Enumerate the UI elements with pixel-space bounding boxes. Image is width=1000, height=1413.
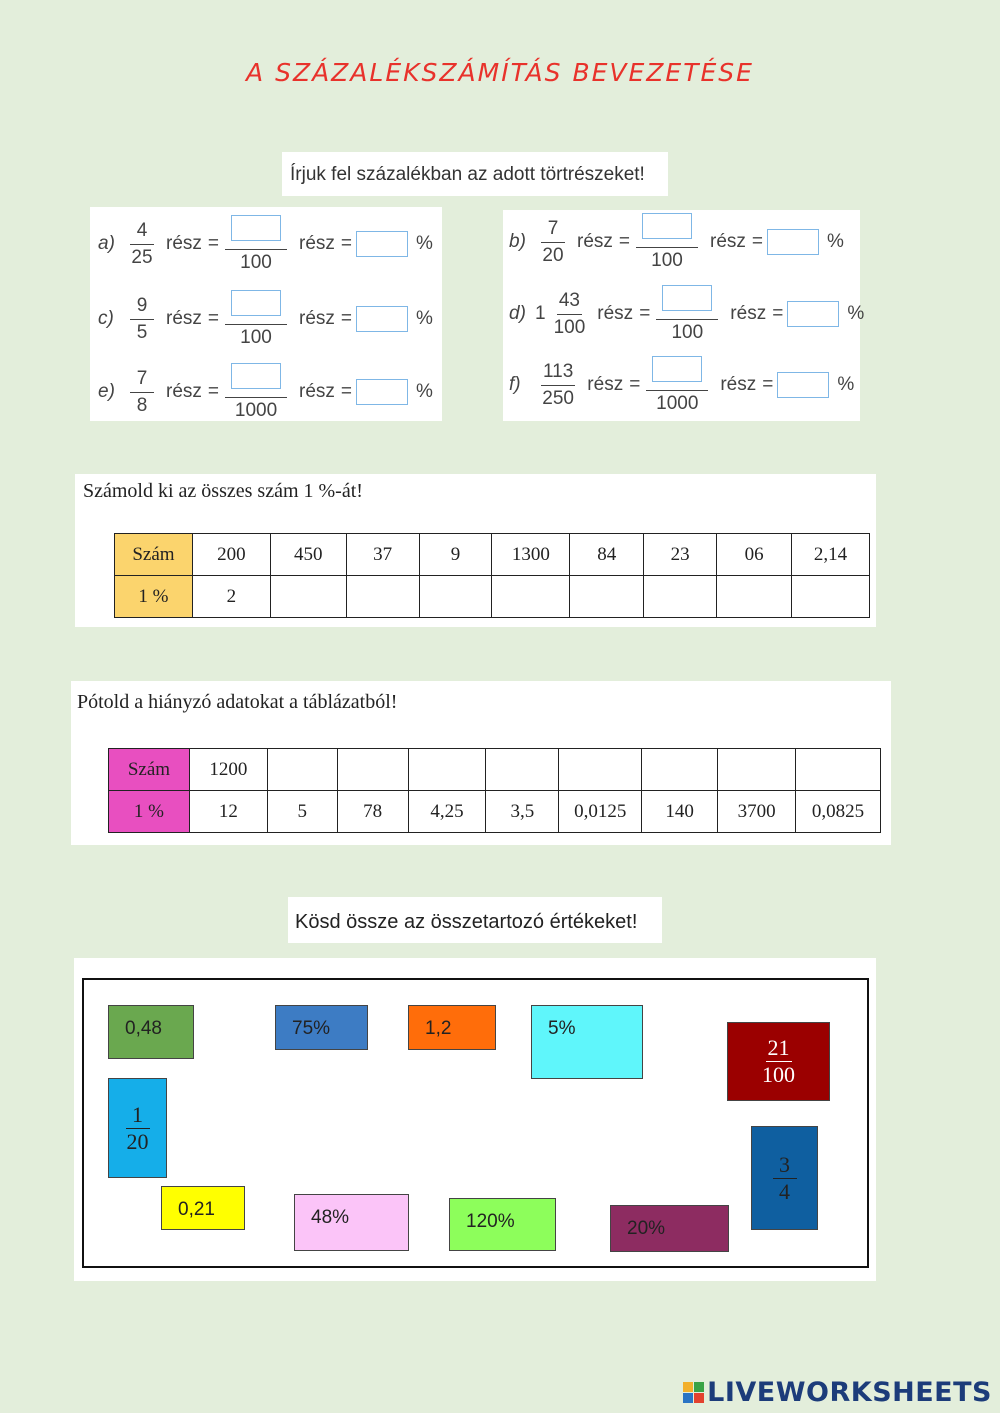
fraction: $\frac{1}{20}$ <box>126 1101 149 1154</box>
table-row-one-percent <box>109 791 881 833</box>
equals-sign: = <box>629 374 641 395</box>
word-resz: rész <box>299 381 335 402</box>
percent-input[interactable] <box>356 306 408 332</box>
table-row-one-percent <box>115 576 870 618</box>
answer-cell[interactable] <box>492 576 570 618</box>
match-card-0-48[interactable]: 0,48 <box>108 1005 194 1059</box>
table-row-numbers <box>109 749 881 791</box>
numerator-input[interactable] <box>642 213 692 239</box>
fraction-exercises-left <box>90 207 442 421</box>
word-resz: rész <box>166 233 202 254</box>
item-label: f) <box>509 374 521 395</box>
numerator-input[interactable] <box>231 215 281 241</box>
fraction-row-a <box>98 209 433 279</box>
missing-data-table <box>108 748 881 833</box>
answer-cell[interactable] <box>792 576 870 618</box>
matching-instruction: Kösd össze az összetartozó értékeket! <box>288 897 662 943</box>
value-cell: 0,0125 <box>559 791 642 833</box>
value-cell: 12 <box>189 791 267 833</box>
item-label: c) <box>98 308 114 329</box>
equals-sign: = <box>762 374 774 395</box>
numerator-input[interactable] <box>662 285 712 311</box>
answer-cell[interactable] <box>270 576 346 618</box>
word-resz: rész <box>720 374 757 395</box>
value-cell: 200 <box>192 534 270 576</box>
value-cell: 5 <box>267 791 337 833</box>
answer-cell[interactable] <box>337 749 408 791</box>
whole-part: 1 <box>535 303 546 324</box>
item-label: d) <box>509 303 526 324</box>
value-cell: 3,5 <box>486 791 559 833</box>
item-label: e) <box>98 381 115 402</box>
row-header-one-percent: 1 % <box>109 791 190 833</box>
thousandths-fraction: 1000 <box>225 363 287 422</box>
missing-data-panel <box>71 681 891 845</box>
value-cell: 2,14 <box>792 534 870 576</box>
item-label: a) <box>98 233 115 254</box>
value-cell: 1200 <box>189 749 267 791</box>
one-percent-table <box>114 533 870 618</box>
percent-sign: % <box>416 233 433 254</box>
percent-sign: % <box>827 231 844 252</box>
given-fraction: $\frac{7}{20}$ <box>542 217 564 266</box>
value-cell: 9 <box>419 534 492 576</box>
numerator-input[interactable] <box>231 363 281 389</box>
equals-sign: = <box>207 381 220 402</box>
numerator-input[interactable] <box>231 290 281 316</box>
hundredths-fraction: 100 <box>656 285 718 344</box>
row-header-szam: Szám <box>109 749 190 791</box>
value-cell: 450 <box>270 534 346 576</box>
fraction-row-b <box>509 207 844 277</box>
liveworksheets-logo <box>683 1377 992 1408</box>
page-title: A SZÁZALÉKSZÁMÍTÁS BEVEZETÉSE <box>246 58 754 87</box>
thousandths-fraction: 1000 <box>646 356 708 415</box>
equals-sign: = <box>340 308 353 329</box>
one-percent-panel <box>75 474 876 627</box>
match-card-75-percent[interactable]: 75% <box>275 1005 368 1050</box>
percent-input[interactable] <box>787 301 839 327</box>
logo-mark-icon <box>683 1382 704 1403</box>
equals-sign: = <box>639 303 651 324</box>
word-resz: rész <box>166 308 202 329</box>
word-resz: rész <box>299 233 335 254</box>
given-fraction: $\frac{4}{25}$ <box>131 219 153 268</box>
value-cell: 84 <box>570 534 644 576</box>
answer-cell[interactable] <box>559 749 642 791</box>
value-cell: 06 <box>717 534 792 576</box>
percent-sign: % <box>847 303 865 324</box>
value-cell: 3700 <box>718 791 796 833</box>
numerator-input[interactable] <box>652 356 702 382</box>
percent-sign: % <box>416 308 433 329</box>
match-card-21-100[interactable] <box>727 1022 830 1101</box>
equals-sign: = <box>340 233 353 254</box>
percent-input[interactable] <box>767 229 819 255</box>
word-resz: rész <box>710 231 746 252</box>
word-resz: rész <box>730 303 767 324</box>
fraction-row-d <box>509 279 864 349</box>
equals-sign: = <box>207 233 220 254</box>
word-resz: rész <box>299 308 335 329</box>
value-cell: 4,25 <box>408 791 486 833</box>
value-cell: 78 <box>337 791 408 833</box>
equals-sign: = <box>618 231 631 252</box>
row-header-szam: Szám <box>115 534 193 576</box>
word-resz: rész <box>597 303 634 324</box>
match-card-20-percent[interactable]: 20% <box>610 1205 729 1252</box>
answer-cell[interactable] <box>796 749 881 791</box>
equals-sign: = <box>207 308 220 329</box>
fraction-row-f <box>509 350 854 420</box>
match-card-1-2[interactable]: 1,2 <box>408 1005 496 1050</box>
value-cell: 140 <box>642 791 718 833</box>
hundredths-fraction: 100 <box>225 215 287 274</box>
match-card-0-21[interactable]: 0,21 <box>161 1186 245 1230</box>
fraction-row-c <box>98 284 433 354</box>
match-card-48-percent[interactable]: 48% <box>294 1194 409 1251</box>
value-cell: 37 <box>346 534 419 576</box>
given-fraction: $\frac{7}{8}$ <box>130 368 154 417</box>
one-percent-instruction: Számold ki az összes szám 1 %-át! <box>83 480 363 502</box>
table-row-numbers <box>115 534 870 576</box>
percent-sign: % <box>416 381 433 402</box>
fraction: $\frac{21}{100}$ <box>762 1035 795 1087</box>
percent-input[interactable] <box>777 372 829 398</box>
percent-input[interactable] <box>356 231 408 257</box>
answer-cell[interactable] <box>718 749 796 791</box>
answer-cell[interactable] <box>486 749 559 791</box>
fraction-row-e <box>98 357 433 427</box>
answer-cell[interactable] <box>717 576 792 618</box>
match-card-3-4[interactable] <box>751 1126 818 1230</box>
answer-cell[interactable] <box>570 576 644 618</box>
match-card-120-percent[interactable]: 120% <box>449 1198 556 1251</box>
value-cell: 1300 <box>492 534 570 576</box>
matching-area <box>74 958 876 1281</box>
equals-sign: = <box>340 381 353 402</box>
answer-cell[interactable] <box>642 749 718 791</box>
given-fraction: $\frac{43}{100}$ <box>553 289 586 338</box>
hundredths-fraction: 100 <box>225 290 287 349</box>
value-cell: 23 <box>644 534 717 576</box>
fraction-exercises-right <box>503 210 865 421</box>
equals-sign: = <box>772 303 784 324</box>
equals-sign: = <box>751 231 764 252</box>
value-cell: 0,0825 <box>796 791 881 833</box>
word-resz: rész <box>166 381 202 402</box>
match-card-1-20[interactable] <box>108 1078 167 1178</box>
answer-cell[interactable] <box>346 576 419 618</box>
answer-cell[interactable] <box>419 576 492 618</box>
given-fraction: $\frac{113}{250}$ <box>542 360 574 409</box>
word-resz: rész <box>587 374 624 395</box>
answer-cell[interactable] <box>408 749 486 791</box>
missing-data-instruction: Pótold a hiányzó adatokat a táblázatból! <box>77 691 398 713</box>
logo-text: LIVEWORKSHEETS <box>707 1377 992 1408</box>
fraction-instruction: Írjuk fel százalékban az adott törtrészeket! <box>282 152 668 196</box>
value-cell: 2 <box>192 576 270 618</box>
word-resz: rész <box>577 231 613 252</box>
row-header-one-percent: 1 % <box>115 576 193 618</box>
hundredths-fraction: 100 <box>636 213 698 272</box>
percent-sign: % <box>837 374 855 395</box>
fraction: $\frac{3}{4}$ <box>773 1154 797 1203</box>
answer-cell[interactable] <box>644 576 717 618</box>
percent-input[interactable] <box>356 379 408 405</box>
match-card-5-percent[interactable]: 5% <box>531 1005 643 1079</box>
item-label: b) <box>509 231 526 252</box>
given-fraction: $\frac{9}{5}$ <box>130 295 154 344</box>
answer-cell[interactable] <box>267 749 337 791</box>
